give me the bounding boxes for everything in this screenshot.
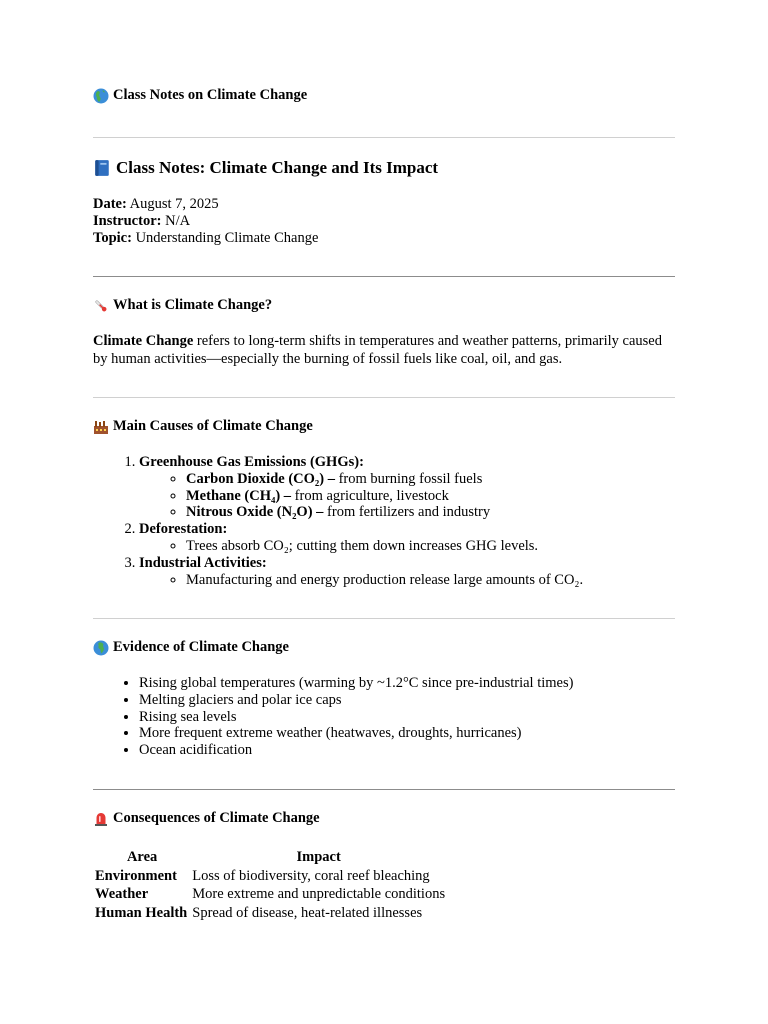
cause-subitem xyxy=(186,538,675,555)
divider xyxy=(93,276,675,277)
evidence-list-container xyxy=(93,675,675,759)
section-heading-what xyxy=(93,297,675,314)
table-cell-impact: Loss of biodiversity, coral reef bleaching xyxy=(192,867,430,884)
causes-list-container xyxy=(93,454,675,588)
instructor-value: N/A xyxy=(165,213,191,229)
cause-subitem xyxy=(186,572,675,589)
column-header-area: Area xyxy=(126,849,158,865)
meta-instructor xyxy=(93,213,675,230)
list-item: • Rising global temperatures (warming by ~1.2°C since pre-industrial times) xyxy=(139,675,675,692)
what-text: refers to long-term shifts in temperatures and weather patterns, primarily caused by human activities—especially the burning of fossil fuels like coal, oil, and gas. xyxy=(93,333,662,367)
table-row xyxy=(95,886,445,903)
factory-icon xyxy=(93,419,109,435)
section-heading-evidence xyxy=(93,639,675,656)
evidence-list xyxy=(93,675,675,759)
cause-title: Deforestation: xyxy=(139,521,228,538)
cause-item xyxy=(139,454,675,521)
meta-block xyxy=(93,196,675,247)
globe-americas-icon xyxy=(93,88,109,104)
table-row xyxy=(95,868,445,885)
meta-topic xyxy=(93,230,675,247)
cause-sublist xyxy=(139,572,675,589)
main-title xyxy=(93,158,675,178)
cause-title: Industrial Activities: xyxy=(139,554,267,571)
globe-europe-africa-icon xyxy=(93,640,109,656)
thermometer-icon xyxy=(93,298,109,314)
table-header-row xyxy=(95,849,445,866)
cause-sublist xyxy=(139,538,675,555)
subitem-bold: Methane (CH₄) – xyxy=(186,487,292,504)
list-item: • More frequent extreme weather (heatwaves, droughts, hurricanes) xyxy=(139,725,675,742)
divider xyxy=(93,397,675,398)
cause-item xyxy=(139,555,675,589)
topic-label: Topic: xyxy=(93,230,132,246)
subitem-text: from agriculture, livestock xyxy=(291,487,449,504)
subitem-text: from fertilizers and industry xyxy=(323,504,491,521)
topic-value: Understanding Climate Change xyxy=(135,230,319,246)
date-value: August 7, 2025 xyxy=(129,196,219,212)
section-heading-consequences-text: Consequences of Climate Change xyxy=(113,810,320,826)
cause-sublist xyxy=(139,471,675,521)
list-item: • Ocean acidification xyxy=(139,742,675,759)
divider xyxy=(93,618,675,619)
consequences-table-container xyxy=(93,847,675,923)
consequences-table xyxy=(92,847,448,923)
what-paragraph xyxy=(93,333,675,368)
instructor-label: Instructor: xyxy=(93,213,162,229)
subitem-text: from burning fossil fuels xyxy=(334,470,483,487)
blue-book-icon xyxy=(93,159,111,177)
cause-subitem xyxy=(186,488,675,505)
subitem-text: Manufacturing and energy production release large amounts of CO₂. xyxy=(186,571,584,588)
section-heading-causes-text: Main Causes of Climate Change xyxy=(113,418,313,434)
climate-change-term: Climate Change xyxy=(93,333,194,349)
divider xyxy=(93,789,675,790)
column-header-impact: Impact xyxy=(296,849,341,865)
section-heading-consequences xyxy=(93,810,675,827)
table-row xyxy=(95,905,445,922)
subitem-bold: Carbon Dioxide (CO₂) – xyxy=(186,470,335,487)
date-label: Date: xyxy=(93,196,127,212)
section-heading-evidence-text: Evidence of Climate Change xyxy=(113,639,289,655)
causes-list xyxy=(93,454,675,588)
divider xyxy=(93,137,675,138)
meta-date xyxy=(93,196,675,213)
main-title-text: Class Notes: Climate Change and Its Impact xyxy=(116,158,439,177)
doc-title-text: Class Notes on Climate Change xyxy=(113,87,308,103)
cause-subitem xyxy=(186,504,675,521)
table-cell-area: Environment xyxy=(95,867,177,884)
cause-subitem xyxy=(186,471,675,488)
table-cell-impact: More extreme and unpredictable conditions xyxy=(192,886,446,902)
subitem-text: Trees absorb CO₂; cutting them down increases GHG levels. xyxy=(186,537,539,554)
table-cell-area: Weather xyxy=(95,886,149,902)
list-item: • Melting glaciers and polar ice caps xyxy=(139,692,675,709)
table-cell-impact: Spread of disease, heat-related illnesses xyxy=(192,904,423,921)
siren-icon xyxy=(93,811,109,827)
cause-item xyxy=(139,521,675,555)
table-cell-area: Human Health xyxy=(95,904,188,921)
doc-title xyxy=(93,87,675,104)
cause-title: Greenhouse Gas Emissions (GHGs): xyxy=(139,454,364,470)
section-heading-what-text: What is Climate Change? xyxy=(113,297,273,313)
subitem-bold: Nitrous Oxide (N₂O) – xyxy=(186,504,324,521)
list-item: • Rising sea levels xyxy=(139,709,675,726)
section-heading-causes xyxy=(93,418,675,435)
